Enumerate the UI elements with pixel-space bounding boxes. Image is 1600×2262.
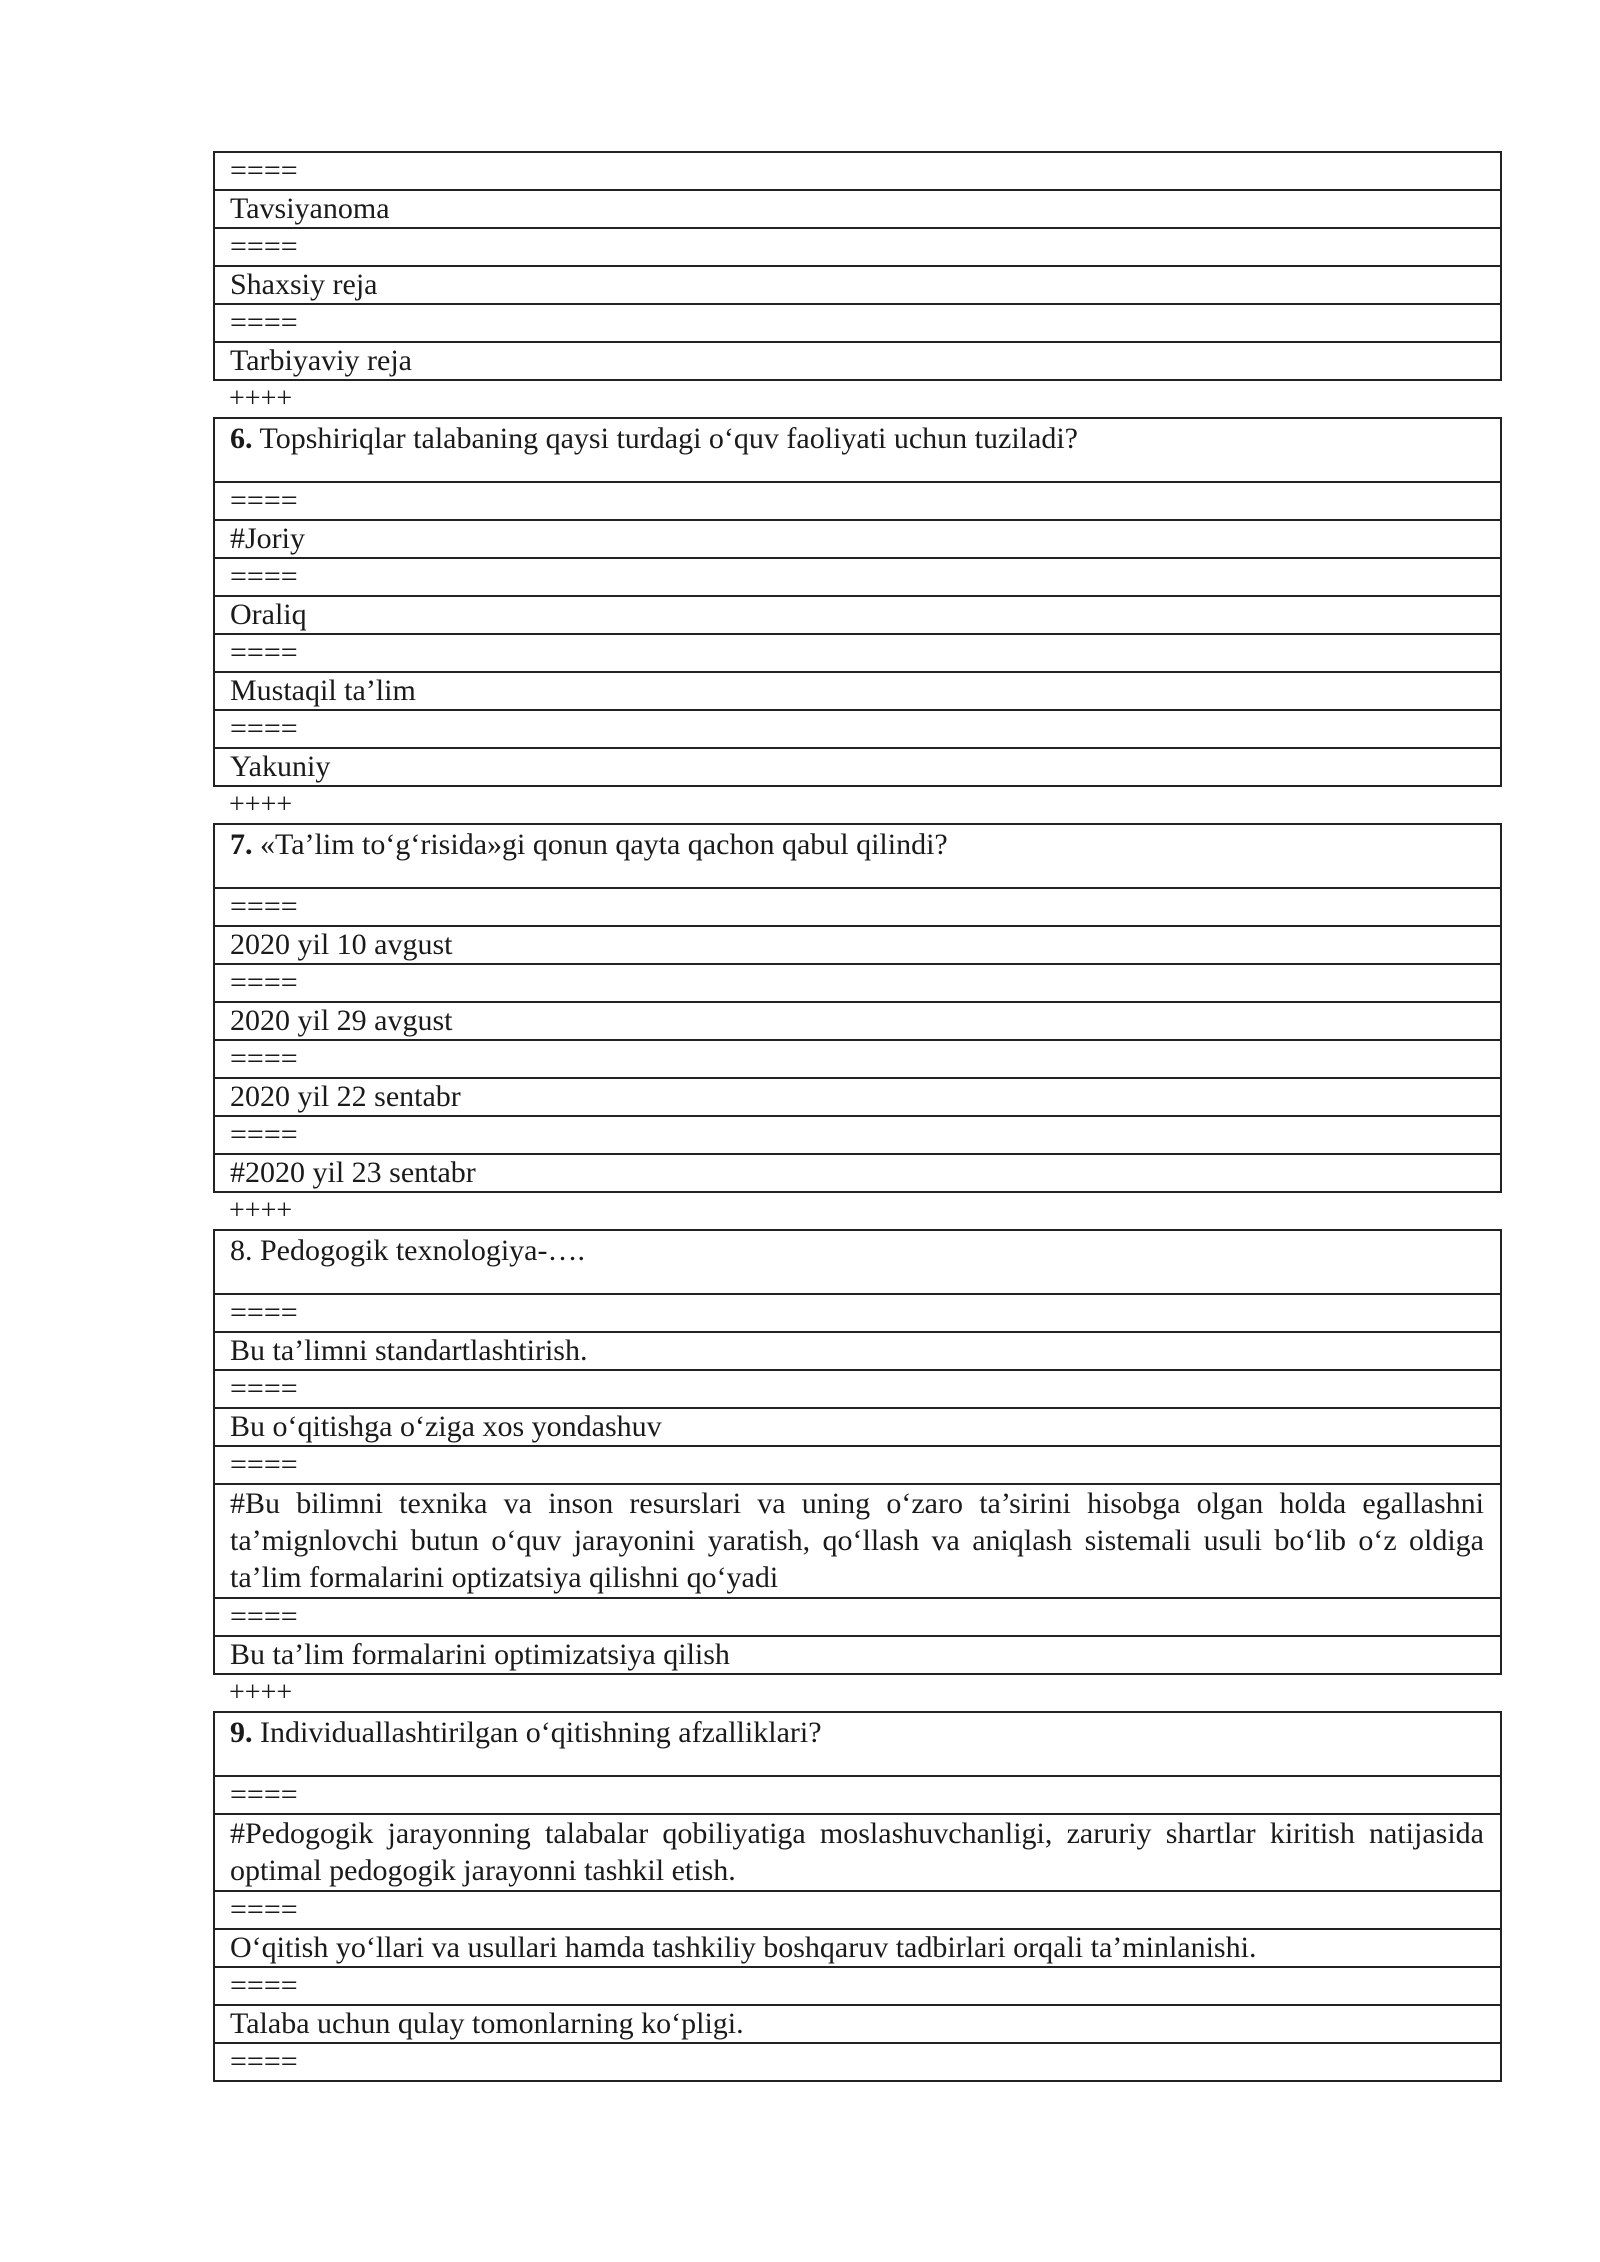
- answer-option: Tarbiyaviy reja: [215, 341, 1500, 379]
- test-document: [213, 151, 1502, 2082]
- separator-row: ====: [215, 633, 1500, 671]
- question-text: [215, 1713, 1500, 1775]
- answer-option: Mustaqil ta’lim: [215, 671, 1500, 709]
- separator-row: ====: [215, 2042, 1500, 2080]
- separator-row: ====: [215, 1597, 1500, 1635]
- separator-row: ====: [215, 1369, 1500, 1407]
- separator-row: ====: [215, 1293, 1500, 1331]
- separator-row: ====: [215, 1775, 1500, 1813]
- question-text: [215, 419, 1500, 481]
- question-delimiter: ++++: [229, 1677, 293, 1708]
- question-table-6: [213, 417, 1502, 787]
- separator-row: ====: [215, 1039, 1500, 1077]
- answer-option: Bu ta’limni standartlashtirish.: [215, 1331, 1500, 1369]
- question-table-8: [213, 1229, 1502, 1675]
- answer-option: #Pedogogik jarayonning talabalar qobiliyatiga moslashuvchanligi, zaruriy shartlar kiritish natijasida optimal pedogogik jarayonni tashkil etish.: [215, 1813, 1500, 1890]
- separator-row: ====: [215, 1966, 1500, 2004]
- question-number: 6.: [230, 422, 253, 455]
- question-delimiter: ++++: [229, 383, 293, 414]
- separator-row: ====: [215, 887, 1500, 925]
- answer-option: 2020 yil 22 sentabr: [215, 1077, 1500, 1115]
- question-number: 7.: [230, 828, 253, 861]
- separator-row: ====: [215, 963, 1500, 1001]
- question-table-9: [213, 1711, 1502, 2082]
- question-body: Topshiriqlar talabaning qaysi turdagi o‘quv faoliyati uchun tuziladi?: [252, 422, 1078, 455]
- answer-option: #Bu bilimni texnika va inson resurslari va uning o‘zaro ta’sirini hisobga olgan holda egallashni ta’mignlovchi butun o‘quv jarayonini yaratish, qo‘llash va aniqlash sistemali usuli bo‘lib o‘z oldiga ta’lim formalarini optizatsiya qilishni qo‘yadi: [215, 1483, 1500, 1597]
- separator-row: ====: [215, 1890, 1500, 1928]
- answer-option: Bu ta’lim formalarini optimizatsiya qilish: [215, 1635, 1500, 1673]
- question-body: «Ta’lim to‘g‘risida»gi qonun qayta qachon qabul qilindi?: [252, 828, 948, 861]
- answer-option: Tavsiyanoma: [215, 189, 1500, 227]
- question-body: Pedogogik texnologiya-….: [252, 1234, 585, 1267]
- answer-option: O‘qitish yo‘llari va usullari hamda tashkiliy boshqaruv tadbirlari orqali ta’minlanishi.: [215, 1928, 1500, 1966]
- question-text: [215, 825, 1500, 887]
- question-delimiter: ++++: [229, 789, 293, 820]
- answer-option: #Joriy: [215, 519, 1500, 557]
- separator-row: ====: [230, 154, 298, 187]
- separator-row: ====: [215, 1445, 1500, 1483]
- answer-option: Yakuniy: [215, 747, 1500, 785]
- answer-option: #2020 yil 23 sentabr: [215, 1153, 1500, 1191]
- answer-option: 2020 yil 29 avgust: [215, 1001, 1500, 1039]
- question-table-7: [213, 823, 1502, 1193]
- answer-option: Talaba uchun qulay tomonlarning ko‘pligi.: [215, 2004, 1500, 2042]
- question-body: Individuallashtirilgan o‘qitishning afzalliklari?: [252, 1716, 822, 1749]
- question-text: [215, 1231, 1500, 1293]
- question-number: 8.: [230, 1234, 253, 1267]
- separator-row: ====: [215, 303, 1500, 341]
- answer-table-q5-tail: [213, 151, 1502, 381]
- answer-option: Bu o‘qitishga o‘ziga xos yondashuv: [215, 1407, 1500, 1445]
- question-number: 9.: [230, 1716, 253, 1749]
- separator-row: ====: [215, 481, 1500, 519]
- separator-row: ====: [215, 557, 1500, 595]
- separator-row: ====: [215, 227, 1500, 265]
- separator-row: ====: [215, 1115, 1500, 1153]
- answer-option: 2020 yil 10 avgust: [215, 925, 1500, 963]
- answer-option: Oraliq: [215, 595, 1500, 633]
- separator-row: ====: [215, 709, 1500, 747]
- question-delimiter: ++++: [229, 1195, 293, 1226]
- answer-option: Shaxsiy reja: [215, 265, 1500, 303]
